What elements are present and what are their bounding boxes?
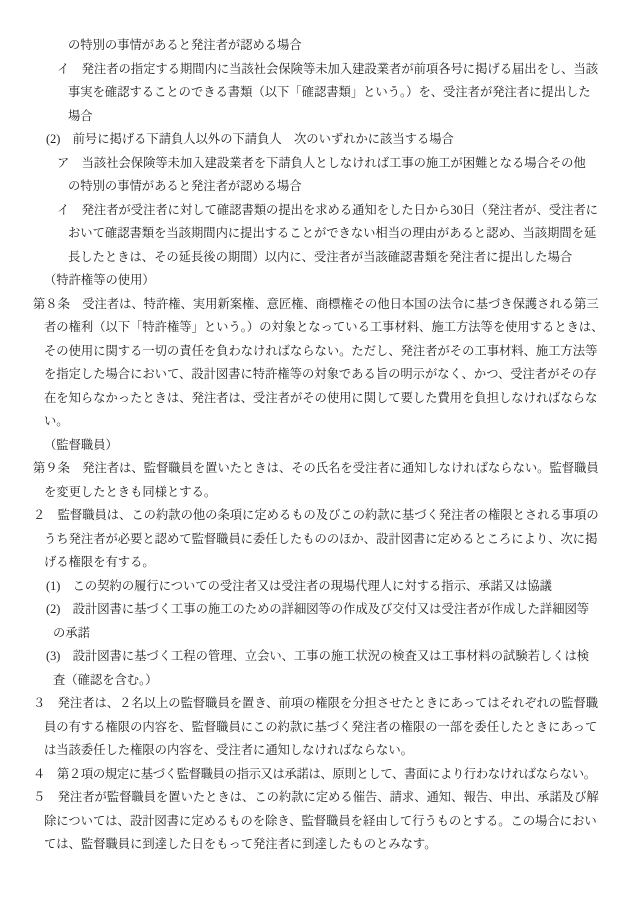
text-line: の特別の事情があると発注者が認める場合 [68, 38, 302, 52]
text-line: ア 当該社会保険等未加入建設業者を下請負人としなければ工事の施工が困難となる場合その他 [57, 155, 586, 170]
text-line: を指定した場合において、設計図書に特許権等の対象である旨の明示がなく、かつ、受注者がその存 [44, 367, 597, 381]
text-line: (2) 設計図書に基づく工事の施工のための詳細図等の作成及び交付又は受注者が作成した詳細図等 [46, 602, 590, 616]
text-line: を変更したときも同様とする。 [44, 484, 217, 499]
text-line: ２ 監督職員は、この約款の他の条項に定めるもの及びこの約款に基づく発注者の権限とされる事項の [33, 508, 599, 522]
text-line: おいて確認書類を当該期間内に提出することができない相当の理由があると認め、当該期間を延 [68, 226, 597, 240]
text-line: 事実を確認することのできる書類（以下「確認書類」という。）を、受注者が発注者に提出した [68, 85, 591, 99]
text-line: 員の有する権限の内容を、監督職員にこの約款に基づく発注者の権限の一部を委任したときにあって [44, 719, 598, 734]
text-line: 第９条 発注者は、監督職員を置いたときは、その氏名を受注者に通知しなければならない。監督職員 [33, 461, 599, 475]
text-line: 査（確認を含む。） [53, 672, 158, 687]
text-line: (3) 設計図書に基づく工程の管理、立会い、工事の施工状況の検査又は工事材料の試験若しくは検 [46, 649, 590, 663]
text-line: イ 発注者が受注者に対して確認書類の提出を求める通知をした日から30日（発注者が、受注者に [57, 202, 599, 217]
text-line: 在を知らなかったときは、発注者は、受注者がその使用に関して要した費用を負担しなければならな [44, 390, 598, 405]
text-line: は当該委任した権限の内容を、受注者に通知しなければならない。 [44, 743, 413, 757]
text-line: げる権限を有する。 [44, 555, 155, 569]
text-line: (1) この契約の履行についての受注者又は受注者の現場代理人に対する指示、承諾又は協議 [46, 578, 552, 593]
text-line: の承諾 [53, 625, 90, 640]
text-line: い。 [44, 414, 69, 428]
text-line: 除については、設計図書に定めるものを除き、監督職員を経由して行うものとする。この場合におい [44, 813, 597, 828]
text-line: （監督職員） [44, 437, 118, 452]
text-line: 第８条 受注者は、特許権、実用新案権、意匠権、商標権その他日本国の法令に基づき保護される第三 [33, 296, 599, 311]
text-line: 者の権利（以下「特許権等」という。）の対象となっている工事材料、施工方法等を使用するときは、 [44, 320, 604, 334]
text-line: ３ 発注者は、２名以上の監督職員を置き、前項の権限を分担させたときにあってはそれぞれの監督職 [33, 696, 599, 710]
text-line: うち発注者が必要と認めて監督職員に委任したもののほか、設計図書に定めるところにより、次に掲 [44, 531, 598, 546]
text-line: ４ 第２項の規定に基づく監督職員の指示又は承諾は、原則として、書面により行わなければならない。 [33, 766, 596, 781]
text-line: 長したときは、その延長後の期間）以内に、受注者が当該確認書類を発注者に提出した場合 [68, 249, 573, 264]
text-line: (2) 前号に掲げる下請負人以外の下請負人 次のいずれかに該当する場合 [46, 132, 454, 146]
document-body [33, 34, 603, 857]
text-line: その使用に関する一切の責任を負わなければならない。ただし、発注者がその工事材料、施工方法等 [44, 343, 598, 358]
text-line: イ 発注者の指定する期間内に当該社会保険等未加入建設業者が前項各号に掲げる届出をし、当該 [57, 61, 599, 76]
text-line: 場合 [68, 108, 93, 123]
text-line: ては、監督職員に到達した日をもって発注者に到達したものとみなす。 [44, 837, 437, 851]
text-line: の特別の事情があると発注者が認める場合 [68, 179, 302, 193]
text-line: ５ 発注者が監督職員を置いたときは、この約款に定める催告、請求、通知、報告、申出、承諾及び解 [33, 790, 599, 804]
text-line: （特許権等の使用） [44, 273, 155, 287]
